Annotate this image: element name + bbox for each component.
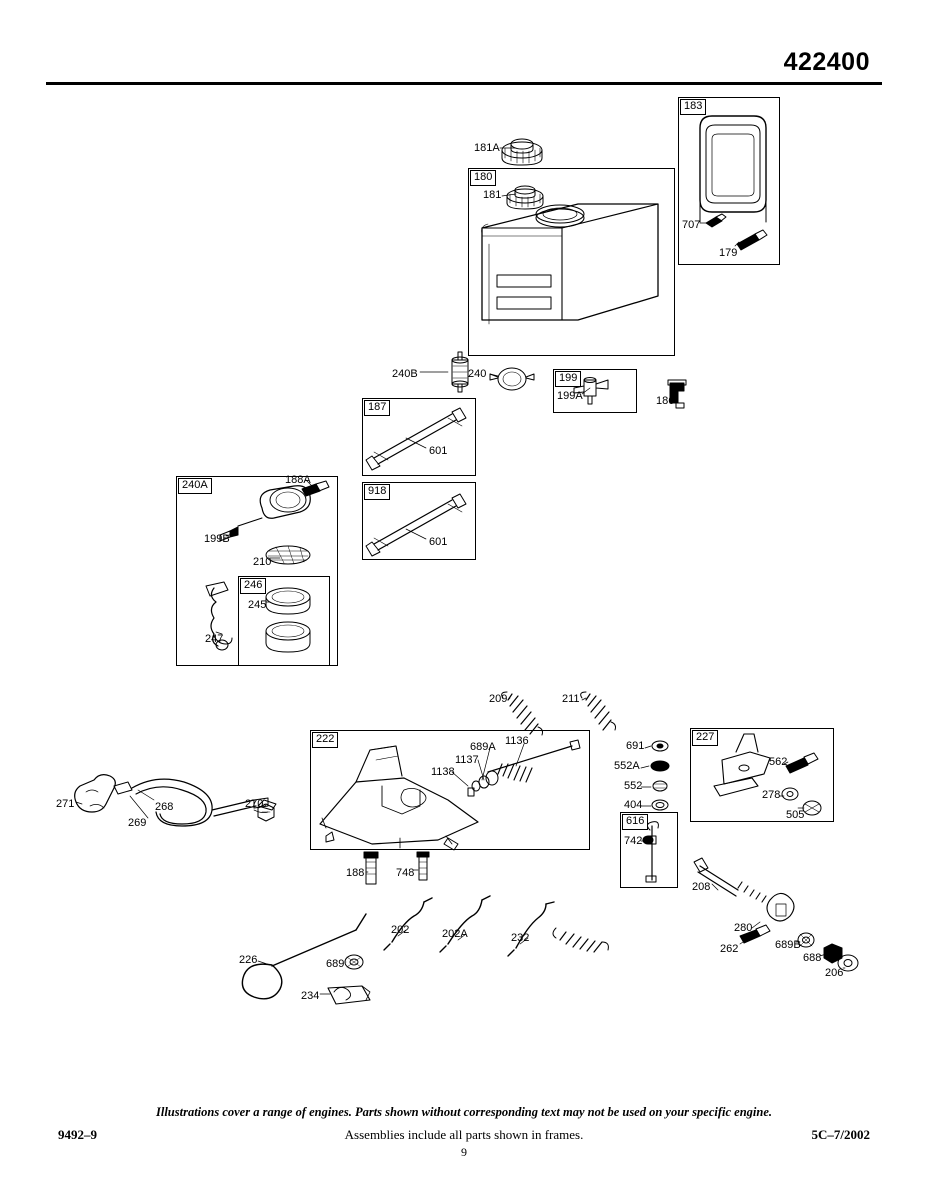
part-240-fuel-filter bbox=[490, 368, 534, 390]
frame-label-616: 616 bbox=[622, 814, 648, 830]
part-226-rod bbox=[242, 914, 366, 999]
callout-247: 247 bbox=[205, 633, 224, 645]
callout-280: 280 bbox=[734, 922, 753, 934]
callout-199B: 199B bbox=[204, 533, 230, 545]
footer-left-code: 9492–9 bbox=[58, 1127, 97, 1142]
callout-179: 179 bbox=[719, 247, 738, 259]
frame-label-183: 183 bbox=[680, 99, 706, 115]
part-234-clip bbox=[328, 986, 370, 1004]
callout-552A: 552A bbox=[614, 760, 640, 772]
callout-748: 748 bbox=[396, 867, 415, 879]
callout-188: 188 bbox=[346, 867, 365, 879]
frame-label-246: 246 bbox=[240, 578, 266, 594]
callout-268: 268 bbox=[155, 801, 174, 813]
callout-552: 552 bbox=[624, 780, 643, 792]
part-governor-spring bbox=[553, 928, 608, 952]
callout-181: 181 bbox=[483, 189, 502, 201]
frame-label-222: 222 bbox=[312, 732, 338, 748]
callout-262: 262 bbox=[720, 943, 739, 955]
frame-label-918: 918 bbox=[364, 484, 390, 500]
part-240B-fuel-filter bbox=[452, 352, 468, 392]
assembly-frame bbox=[678, 97, 780, 265]
callout-209: 209 bbox=[489, 693, 508, 705]
callout-1138: 1138 bbox=[431, 766, 455, 778]
callout-278: 278 bbox=[762, 789, 781, 801]
callout-245: 245 bbox=[248, 599, 267, 611]
callout-601-top: 601 bbox=[429, 445, 448, 457]
callout-270: 270 bbox=[245, 798, 264, 810]
callout-188A: 188A bbox=[285, 474, 311, 486]
part-181A-cap bbox=[502, 139, 542, 165]
callout-1136: 1136 bbox=[505, 735, 529, 747]
frame-label-240A: 240A bbox=[178, 478, 212, 494]
part-748-screw bbox=[417, 852, 429, 880]
callout-186: 186 bbox=[656, 395, 675, 407]
footer-right-code: 5C–7/2002 bbox=[811, 1127, 870, 1142]
footer-note: Illustrations cover a range of engines. Parts shown without corresponding text may not be used on your specific engine. bbox=[155, 1105, 773, 1119]
callout-404: 404 bbox=[624, 799, 643, 811]
callout-562: 562 bbox=[769, 756, 788, 768]
callout-232: 232 bbox=[511, 932, 530, 944]
part-202A-rod bbox=[440, 896, 490, 952]
frame-label-187: 187 bbox=[364, 400, 390, 416]
callout-269: 269 bbox=[128, 817, 147, 829]
frame-label-199: 199 bbox=[555, 371, 581, 387]
part-689-washer bbox=[345, 955, 363, 969]
part-washer-stack bbox=[651, 741, 669, 810]
callout-202A: 202A bbox=[442, 928, 468, 940]
part-208-linkage bbox=[694, 858, 858, 971]
part-232-rod bbox=[508, 902, 554, 956]
callout-689B: 689B bbox=[775, 939, 801, 951]
callout-211: 211 bbox=[562, 693, 580, 705]
callout-226: 226 bbox=[239, 954, 258, 966]
callout-689: 689 bbox=[326, 958, 345, 970]
callout-210: 210 bbox=[253, 556, 272, 568]
frame-label-180: 180 bbox=[470, 170, 496, 186]
callout-271: 271 bbox=[56, 798, 75, 810]
part-209-spring bbox=[502, 692, 543, 735]
callout-601-bottom: 601 bbox=[429, 536, 448, 548]
callout-707: 707 bbox=[682, 219, 701, 231]
callout-1137: 1137 bbox=[455, 754, 479, 766]
assembly-frame bbox=[310, 730, 590, 850]
callout-688: 688 bbox=[803, 952, 822, 964]
callout-234: 234 bbox=[301, 990, 320, 1002]
page-title: 422400 bbox=[783, 48, 870, 76]
footer-center-note: Assemblies include all parts shown in frames. bbox=[344, 1127, 584, 1142]
callout-202: 202 bbox=[391, 924, 410, 936]
callout-689A: 689A bbox=[470, 741, 496, 753]
part-188-screw bbox=[364, 852, 378, 884]
frame-label-227: 227 bbox=[692, 730, 718, 746]
callout-181A: 181A bbox=[474, 142, 500, 154]
callout-199A: 199A bbox=[557, 390, 583, 402]
callout-742: 742 bbox=[624, 835, 643, 847]
callout-505: 505 bbox=[786, 809, 805, 821]
callout-691: 691 bbox=[626, 740, 645, 752]
callout-206: 206 bbox=[825, 967, 844, 979]
callout-240: 240 bbox=[468, 368, 487, 380]
callout-240B: 240B bbox=[392, 368, 418, 380]
footer-page-number: 9 bbox=[461, 1145, 467, 1159]
callout-208: 208 bbox=[692, 881, 711, 893]
